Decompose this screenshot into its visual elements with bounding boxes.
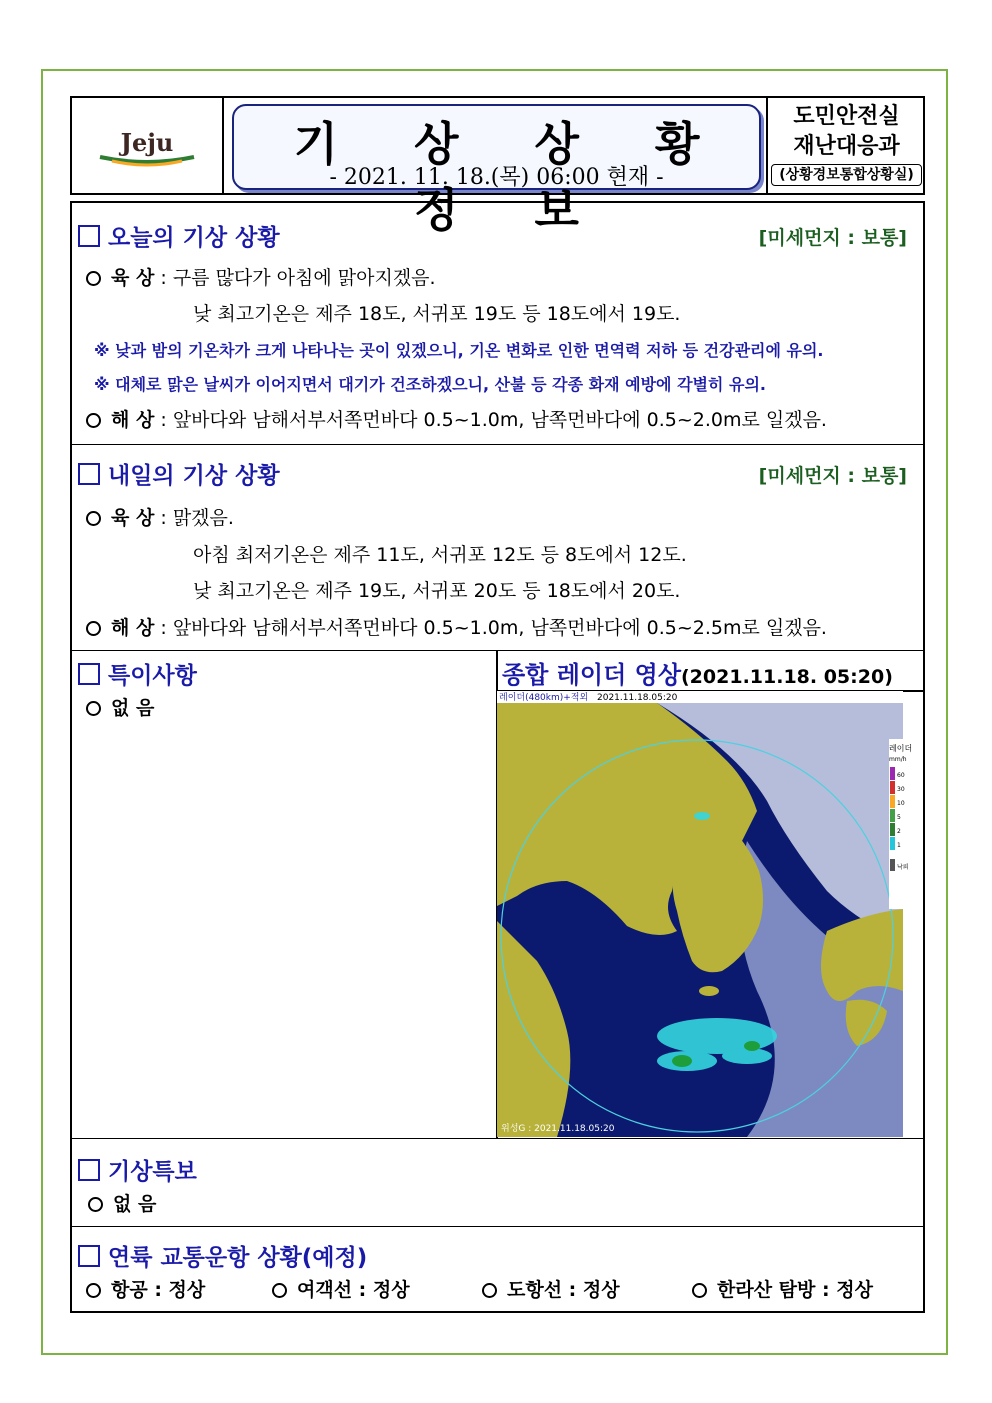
checkbox-icon: [78, 1159, 100, 1181]
warning-item: 없 음: [88, 1189, 156, 1216]
traffic-ferry: 여객선 : 정상: [272, 1275, 410, 1302]
traffic-hallasan: 한라산 탐방 : 정상: [692, 1275, 873, 1302]
dept-line-3: (상황경보통합상황실): [771, 164, 922, 186]
jeju-logo-icon: [92, 121, 202, 171]
title-box: [232, 104, 761, 237]
traffic-island-ferry: 도항선 : 정상: [482, 1275, 620, 1302]
department: [766, 98, 925, 193]
circle-icon: [86, 413, 101, 428]
circle-icon: [272, 1283, 287, 1298]
radar-legend-swatch: [890, 837, 895, 850]
page-subtitle: - 2021. 11. 18.(목) 06:00 현재 -: [329, 165, 664, 190]
radar-legend-value: 60: [897, 772, 905, 779]
radar-legend-lightning: [890, 859, 895, 871]
svg-text:Jeju: Jeju: [120, 127, 174, 157]
circle-icon: [692, 1283, 707, 1298]
radar-image: [497, 691, 913, 1137]
checkbox-icon: [78, 225, 100, 247]
tomorrow-sea: 해 상 : 앞바다와 남해서부서쪽먼바다 0.5~1.0m, 남쪽먼바다에 0.5~2.5m로 일겠음.: [86, 613, 827, 640]
jeju-logo: [72, 98, 224, 193]
tomorrow-land-line-2: 아침 최저기온은 제주 11도, 서귀포 12도 등 8도에서 12도.: [193, 544, 687, 566]
today-land-line-2: 낮 최고기온은 제주 18도, 서귀포 19도 등 18도에서 19도.: [193, 303, 681, 325]
today-dust: [미세먼지 : 보통]: [758, 227, 907, 249]
warning-heading: 기상특보: [78, 1153, 197, 1186]
radar-label-top: 레이더(480km)+적외: [499, 693, 589, 703]
checkbox-icon: [78, 463, 100, 485]
radar-title: 종합 레이더 영상(2021.11.18. 05:20): [502, 661, 893, 689]
radar-legend-extra: 낙뢰: [897, 864, 909, 871]
checkbox-icon: [78, 663, 100, 685]
tomorrow-section: [72, 445, 923, 651]
radar-legend-swatch: [890, 781, 895, 794]
circle-icon: [86, 271, 101, 286]
special-heading: 특이사항: [78, 657, 197, 690]
header: [70, 96, 925, 237]
circle-icon: [86, 511, 101, 526]
today-section: [72, 203, 923, 445]
today-note-2: ※ 대체로 맑은 날씨가 이어지면서 대기가 건조하겠으니, 산불 등 각종 화재 예방에 각별히 유의.: [94, 375, 766, 394]
traffic-heading: 연륙 교통운항 상황(예정): [78, 1239, 367, 1272]
special-item: 없 음: [86, 693, 154, 720]
tomorrow-dust: [미세먼지 : 보통]: [758, 465, 907, 487]
radar-legend-value: 30: [897, 786, 905, 793]
radar-legend-swatch: [890, 823, 895, 836]
page-title: 기 상 상 황 정 보: [293, 117, 730, 237]
checkbox-icon: [78, 1245, 100, 1267]
tomorrow-land: 육 상 : 맑겠음.: [86, 503, 234, 530]
traffic-air: 항공 : 정상: [86, 1275, 205, 1302]
circle-icon: [86, 701, 101, 716]
today-sea: 해 상 : 앞바다와 남해서부서쪽먼바다 0.5~1.0m, 남쪽먼바다에 0.5~2.0m로 일겠음.: [86, 405, 827, 432]
tomorrow-land-line-3: 낮 최고기온은 제주 19도, 서귀포 20도 등 18도에서 20도.: [193, 580, 681, 602]
circle-icon: [88, 1197, 103, 1212]
circle-icon: [482, 1283, 497, 1298]
today-land: 육 상 : 구름 많다가 아침에 맑아지겠음.: [86, 263, 436, 290]
radar-legend-value: 5: [897, 814, 901, 821]
traffic-section: [72, 1227, 923, 1311]
radar-legend-swatch: [890, 809, 895, 822]
today-note-1: ※ 낮과 밤의 기온차가 크게 나타나는 곳이 있겠으니, 기온 변화로 인한 면역력 저하 등 건강관리에 유의.: [94, 341, 824, 360]
radar-legend-swatch: [890, 795, 895, 808]
radar-legend-unit: mm/h: [889, 756, 907, 763]
report-body: [70, 201, 925, 1313]
dept-line-1: 도민안전실: [793, 104, 900, 129]
svg-text:레이더: 레이더: [889, 744, 913, 753]
radar-label-bottom: 위성G : 2021.11.18.05:20: [501, 1124, 615, 1134]
warning-section: [72, 1139, 923, 1227]
radar-legend-value: 10: [897, 800, 905, 807]
today-heading: 오늘의 기상 상황: [78, 219, 280, 252]
circle-icon: [86, 1283, 101, 1298]
dept-line-2: 재난대응과: [793, 134, 900, 159]
circle-icon: [86, 621, 101, 636]
radar-legend-swatch: [890, 767, 895, 780]
tomorrow-heading: 내일의 기상 상황: [78, 457, 280, 490]
radar-time-top: 2021.11.18.05:20: [597, 693, 678, 703]
radar-legend-value: 2: [897, 828, 901, 835]
radar-legend-value: 1: [897, 842, 901, 849]
